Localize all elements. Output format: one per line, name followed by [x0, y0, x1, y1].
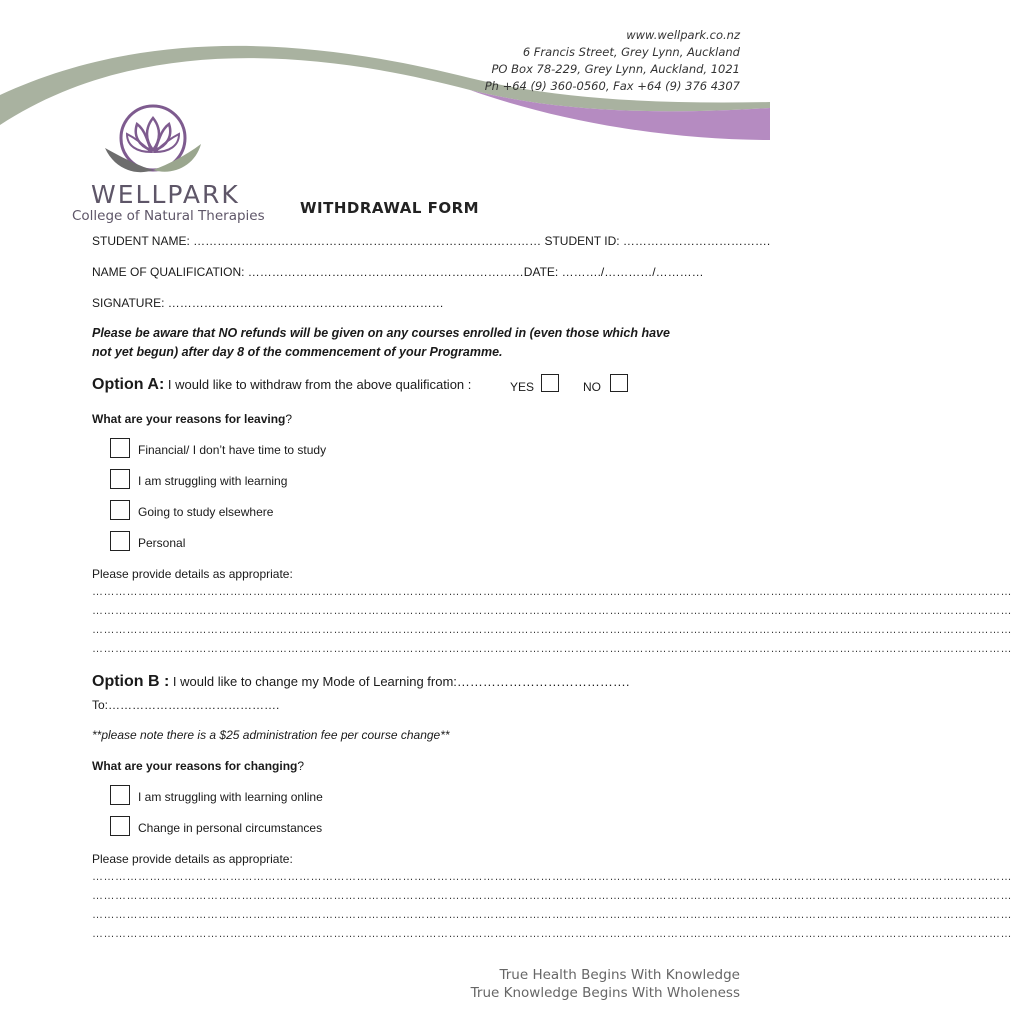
option-b-heading: Option B : [92, 673, 170, 690]
reason-personal-label: Personal [138, 536, 186, 550]
option-b-details-line[interactable]: …………………………………………………………………………………………………………………………………………………………………………………………………………………… [92, 890, 1012, 902]
admin-fee-note: **please note there is a $25 administration fee per course change** [92, 728, 450, 742]
reason-circumstances-checkbox[interactable] [110, 816, 130, 836]
leaving-reasons-label: What are your reasons for leaving [92, 412, 286, 426]
contact-address [485, 27, 740, 95]
yes-checkbox[interactable] [541, 374, 559, 392]
tagline-line-2: True Knowledge Begins With Wholeness [470, 985, 740, 1001]
reason-elsewhere-label: Going to study elsewhere [138, 505, 274, 519]
college-name: College of Natural Therapies [72, 208, 265, 224]
no-label: NO [583, 380, 601, 394]
po-box-line: PO Box 78-229, Grey Lynn, Auckland, 1021 [491, 62, 740, 76]
option-a-heading: Option A: [92, 376, 165, 393]
street-address-line: 6 Francis Street, Grey Lynn, Auckland [522, 45, 740, 59]
option-b-text[interactable]: I would like to change my Mode of Learning from:…………………………………. [169, 674, 630, 689]
leaving-reasons-question: What are your reasons for leaving? [92, 412, 293, 426]
refund-warning-line-1: Please be aware that NO refunds will be given on any courses enrolled in (even those which have [92, 326, 670, 340]
reason-circumstances-label: Change in personal circumstances [138, 821, 323, 835]
brand-name: WELLPARK [91, 180, 240, 209]
reason-struggling-label: I am struggling with learning [138, 474, 288, 488]
website-line: www.wellpark.co.nz [626, 28, 740, 42]
lotus-logo-icon [95, 100, 215, 190]
reason-struggling-checkbox[interactable] [110, 469, 130, 489]
tagline-line-1: True Health Begins With Knowledge [499, 967, 740, 983]
reason-online-struggle-checkbox[interactable] [110, 785, 130, 805]
reason-personal-checkbox[interactable] [110, 531, 130, 551]
footer-tagline [471, 966, 740, 1002]
option-b-details-line[interactable]: …………………………………………………………………………………………………………………………………………………………………………………………………………………… [92, 928, 1012, 940]
reason-online-struggle-label: I am struggling with learning online [138, 790, 323, 804]
option-b-details-line[interactable]: …………………………………………………………………………………………………………………………………………………………………………………………………………………… [92, 909, 1012, 921]
form-title: WITHDRAWAL FORM [300, 199, 480, 217]
signature-field[interactable]: SIGNATURE: …………………………………………………………… [92, 296, 444, 310]
option-b-to-field[interactable]: To:……………………………………. [92, 698, 280, 712]
reason-financial-label: Financial/ I don’t have time to study [138, 443, 327, 457]
reason-financial-checkbox[interactable] [110, 438, 130, 458]
yes-label: YES [510, 380, 535, 394]
changing-reasons-question: What are your reasons for changing? [92, 759, 305, 773]
changing-reasons-label: What are your reasons for changing [92, 759, 298, 773]
qualification-date-field[interactable]: NAME OF QUALIFICATION: ……………………………………………………………DATE: ………./…………/………… [92, 265, 704, 279]
option-b-details-line[interactable]: …………………………………………………………………………………………………………………………………………………………………………………………………………………… [92, 871, 1012, 883]
option-b-details-label: Please provide details as appropriate: [92, 852, 293, 866]
option-a-details-line[interactable]: …………………………………………………………………………………………………………………………………………………………………………………………………………………… [92, 586, 1012, 598]
no-checkbox[interactable] [610, 374, 628, 392]
option-b-statement [92, 673, 630, 691]
option-a-details-line[interactable]: …………………………………………………………………………………………………………………………………………………………………………………………………………………… [92, 605, 1012, 617]
student-name-id-field[interactable]: STUDENT NAME: …………………………………………………………………………… STUDENT ID: ………………………………. [92, 234, 771, 248]
reason-elsewhere-checkbox[interactable] [110, 500, 130, 520]
refund-warning-line-2: not yet begun) after day 8 of the commencement of your Programme. [92, 345, 503, 359]
option-a-details-line[interactable]: …………………………………………………………………………………………………………………………………………………………………………………………………………………… [92, 643, 1012, 655]
phone-fax-line: Ph +64 (9) 360-0560, Fax +64 (9) 376 4307 [484, 79, 740, 93]
option-a-details-line[interactable]: …………………………………………………………………………………………………………………………………………………………………………………………………………………… [92, 624, 1012, 636]
option-a-text: I would like to withdraw from the above qualification : [164, 377, 472, 392]
option-a-details-label: Please provide details as appropriate: [92, 567, 293, 581]
option-a-statement [92, 376, 471, 394]
